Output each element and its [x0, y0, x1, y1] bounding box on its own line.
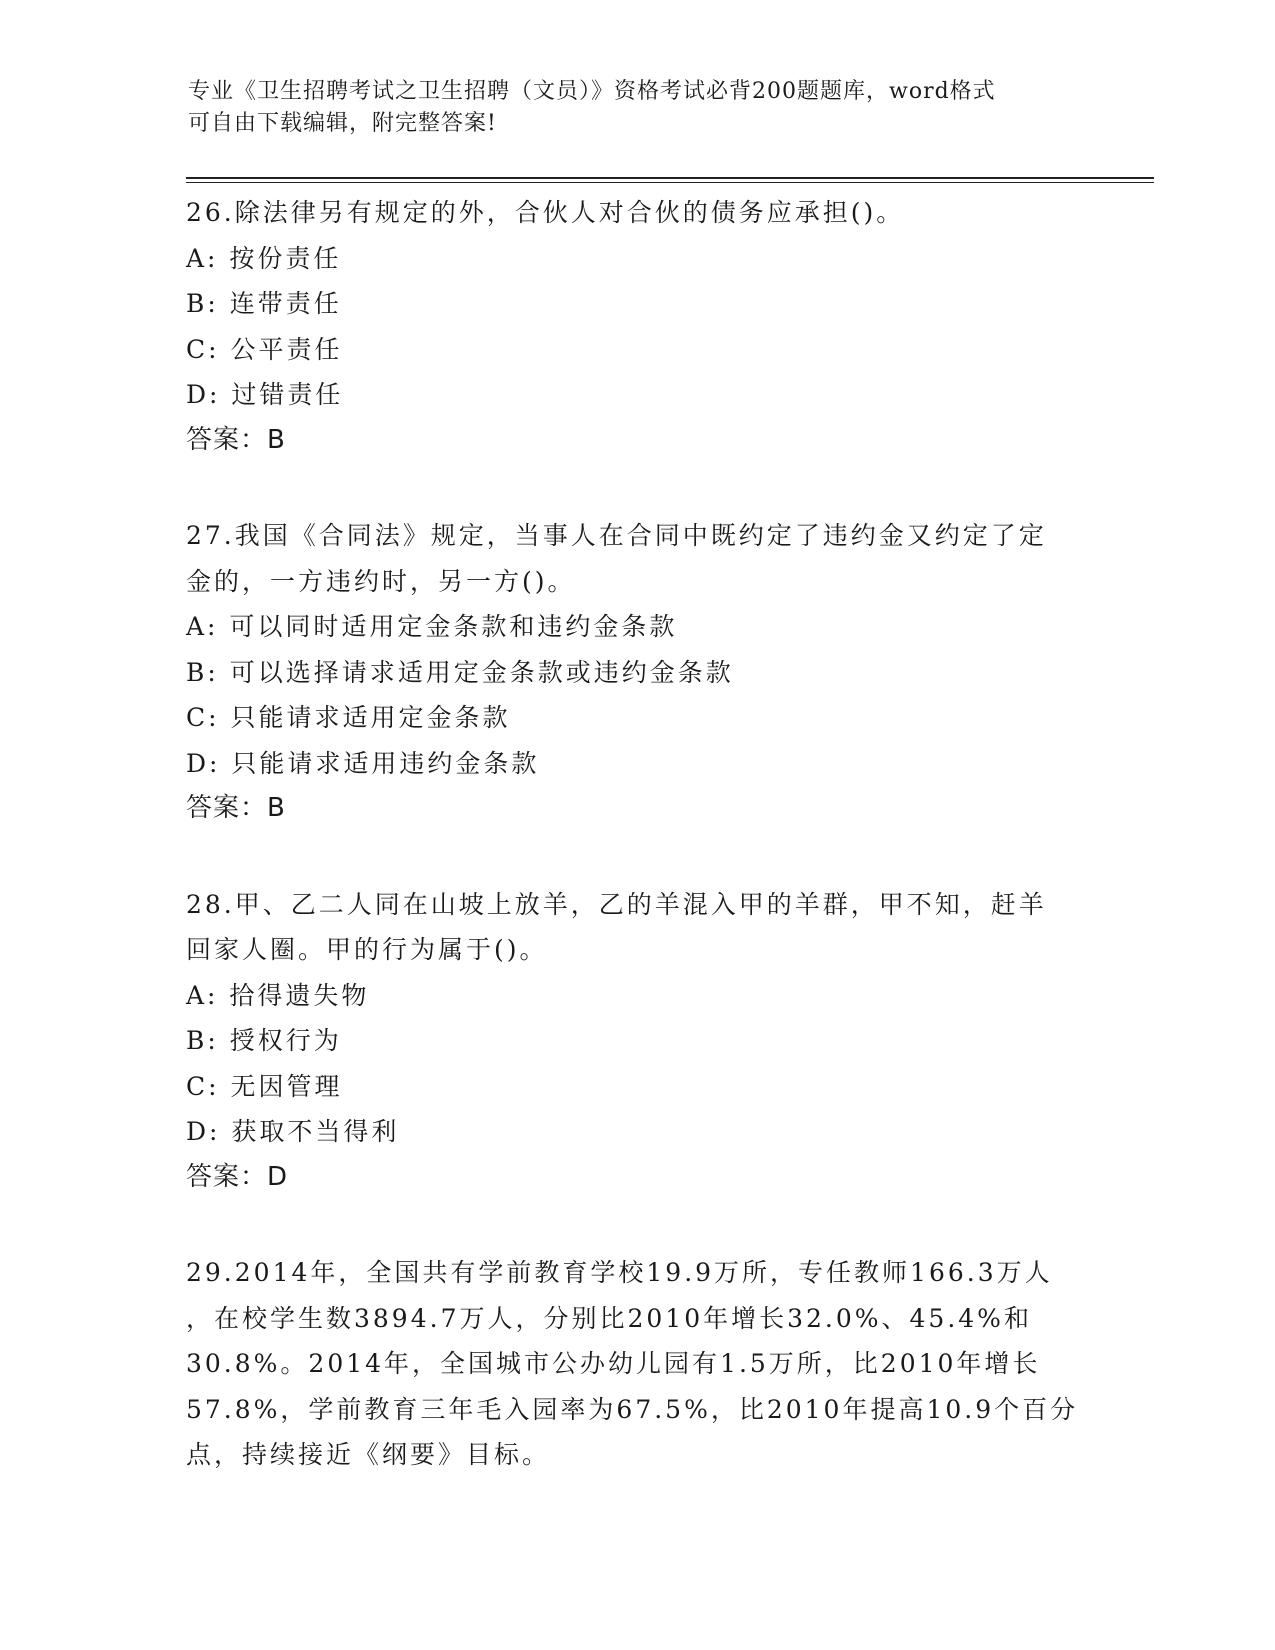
- question-stem: 28.甲、乙二人同在山坡上放羊，乙的羊混入甲的羊群，甲不知，赶羊: [186, 889, 1047, 919]
- question-stem: 26.除法律另有规定的外，合伙人对合伙的债务应承担()。: [186, 198, 905, 227]
- document-body: [186, 190, 1086, 1528]
- document-header: [188, 76, 1068, 140]
- answer: 答案：B: [186, 424, 286, 455]
- question-27: [186, 513, 1086, 832]
- option-d: D: 只能请求适用违约金条款: [186, 748, 540, 778]
- paragraph-line: ，在校学生数3894.7万人，分别比2010年增长32.0%、45.4%和: [186, 1303, 1032, 1333]
- option-d: D: 获取不当得利: [186, 1117, 400, 1146]
- answer: 答案：D: [186, 1161, 289, 1192]
- option-a: A: 可以同时适用定金条款和违约金条款: [186, 612, 678, 641]
- question-28: [186, 882, 1086, 1201]
- option-b: B: 授权行为: [186, 1026, 342, 1055]
- header-divider-thick: [186, 177, 1154, 179]
- paragraph-line: 点，持续接近《纲要》目标。: [186, 1440, 551, 1469]
- question-stem-continued: 回家人圈。甲的行为属于()。: [186, 935, 548, 964]
- paragraph-line: 29.2014年，全国共有学前教育学校19.9万所，专任教师166.3万人: [186, 1258, 1053, 1287]
- option-c: C: 公平责任: [186, 334, 343, 364]
- option-d: D: 过错责任: [186, 380, 344, 409]
- header-title-line-2: 可自由下载编辑，附完整答案!: [188, 111, 497, 136]
- question-26: [186, 190, 1086, 463]
- paragraph-line: 57.8%，学前教育三年毛入园率为67.5%，比2010年提高10.9个百分: [186, 1394, 1079, 1424]
- answer: 答案：B: [186, 793, 286, 823]
- option-b: B: 连带责任: [186, 289, 342, 318]
- question-29: [186, 1250, 1086, 1478]
- header-title-line-1: 专业《卫生招聘考试之卫生招聘（文员）》资格考试必背200题题库，word格式: [188, 79, 996, 104]
- paragraph-line: 30.8%。2014年，全国城市公办幼儿园有1.5万所，比2010年增长: [186, 1349, 1041, 1378]
- option-a: A: 按份责任: [186, 243, 342, 273]
- option-b: B: 可以选择请求适用定金条款或违约金条款: [186, 657, 734, 687]
- option-c: C: 只能请求适用定金条款: [186, 703, 511, 732]
- question-stem-continued: 金的，一方违约时，另一方()。: [186, 566, 576, 596]
- question-stem: 27.我国《合同法》规定，当事人在合同中既约定了违约金又约定了定: [186, 521, 1047, 550]
- option-a: A: 拾得遗失物: [186, 980, 370, 1010]
- option-c: C: 无因管理: [186, 1071, 343, 1101]
- header-divider-thin: [186, 182, 1154, 183]
